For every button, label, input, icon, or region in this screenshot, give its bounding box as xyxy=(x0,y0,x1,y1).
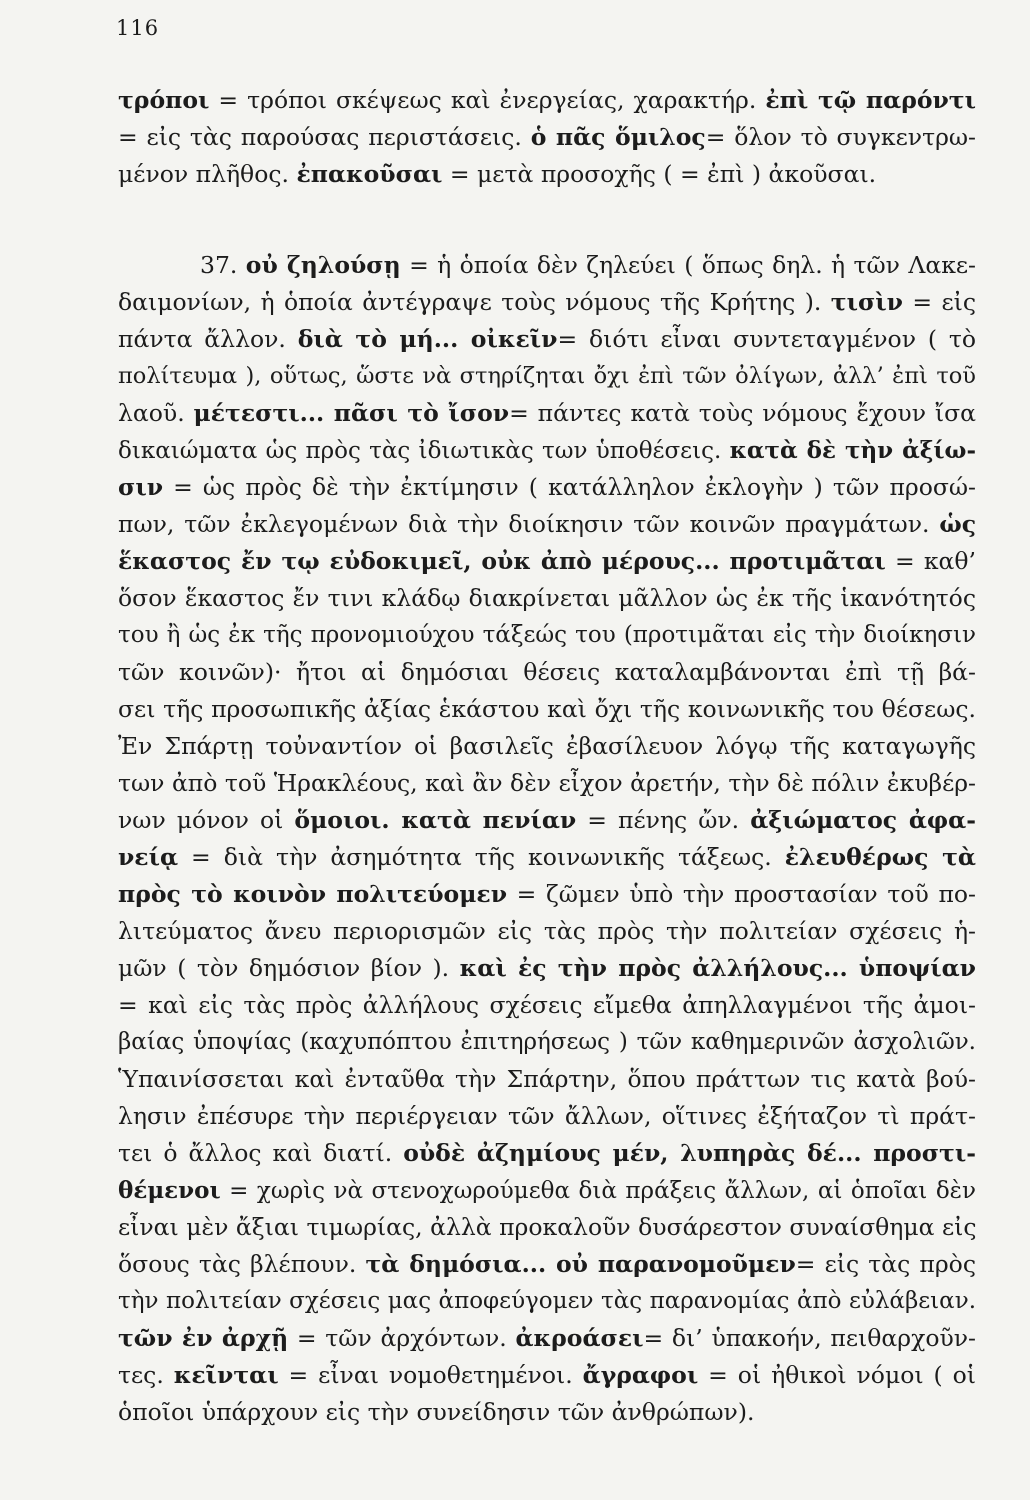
gloss-text: = εἰς τὰς παρούσας περιστάσεις. xyxy=(118,123,531,151)
text-line xyxy=(118,82,976,119)
text-line xyxy=(118,395,976,432)
gloss-text: ὅσον ἕκαστος ἔν τινι κλάδῳ διακρίνεται μᾶλλον ὡς ἐκ τῆς ἱκανότητός xyxy=(118,584,976,612)
gloss-text: = τρόποι σκέψεως καὶ ἐνεργείας, χαρακτήρ. xyxy=(209,86,766,114)
gloss-text: βαίας ὑποψίας (καχυπόπτου ἐπιτηρήσεως ) τῶν καθημερινῶν ἀσχολιῶν. xyxy=(118,1029,976,1055)
page-number: 116 xyxy=(116,16,160,40)
text-line xyxy=(118,321,976,358)
lemma-bold: ἐλευθέρως τὰ xyxy=(784,843,976,871)
lemma-bold: κεῖνται xyxy=(173,1361,279,1389)
text-line xyxy=(118,691,976,728)
text-line xyxy=(118,1246,976,1283)
text-line xyxy=(118,839,976,876)
text-line xyxy=(118,1061,976,1098)
text-line xyxy=(118,469,976,506)
text-line xyxy=(118,1357,976,1394)
text-line xyxy=(118,765,976,802)
text-line xyxy=(118,506,976,543)
gloss-text: τῶν κοινῶν)· ἤτοι αἱ δημόσιαι θέσεις καταλαμβάνονται ἐπὶ τῇ βά- xyxy=(118,658,976,686)
lemma-bold: οὐδὲ ἀζημίους μέν, λυπηρὰς δέ... προστι- xyxy=(403,1139,976,1167)
text-line xyxy=(118,987,976,1024)
gloss-text: = οἱ ἠθικοὶ νόμοι ( οἱ xyxy=(698,1361,976,1389)
lemma-bold: τισὶν xyxy=(830,288,903,316)
gloss-text: λιτεύματος ἄνευ περιορισμῶν εἰς τὰς πρὸς τὴν πολιτείαν σχέσεις ἡ- xyxy=(118,917,976,945)
text-line xyxy=(118,728,976,765)
text-line xyxy=(118,247,976,284)
lemma-bold: ἀξιώματος ἀφα- xyxy=(750,806,976,834)
gloss-text: Ἐν Σπάρτῃ τοὐναντίον οἱ βασιλεῖς ἐβασίλευον λόγῳ τῆς καταγωγῆς xyxy=(118,732,976,760)
text-line xyxy=(118,802,976,839)
text-line xyxy=(118,950,976,987)
text-line xyxy=(118,1283,976,1320)
text-line xyxy=(118,654,976,691)
text-line xyxy=(118,1135,976,1172)
lemma-bold: ἄγραφοι xyxy=(582,1361,699,1389)
text-line xyxy=(118,1209,976,1246)
gloss-text: = καθ’ xyxy=(885,547,976,575)
gloss-text: λησιν ἐπέσυρε τὴν περιέργειαν τῶν ἄλλων, οἵτινες ἐξήταζον τὶ πράτ- xyxy=(118,1102,976,1130)
text-line xyxy=(118,543,976,580)
lemma-bold: οὐ ζηλούσῃ xyxy=(245,251,401,279)
lemma-bold: ὅμοιοι. κατὰ πενίαν xyxy=(294,806,577,834)
gloss-text: = ὡς πρὸς δὲ τὴν ἐκτίμησιν ( κατάλληλον ἐκλογὴν ) τῶν προσώ- xyxy=(163,473,976,501)
gloss-text: πάντα ἄλλον. xyxy=(118,325,298,353)
lemma-bold: ἀκροάσει xyxy=(515,1324,644,1352)
lemma-bold: τρόποι xyxy=(118,86,210,114)
gloss-text: 37. xyxy=(200,251,246,279)
gloss-text: νων μόνον οἱ xyxy=(118,806,295,834)
text-line xyxy=(118,1024,976,1061)
gloss-text: = πάντες κατὰ τοὺς νόμους ἔχουν ἴσα xyxy=(509,399,976,427)
gloss-text: πων, τῶν ἐκλεγομένων διὰ τὴν διοίκησιν τῶν κοινῶν πραγμάτων. xyxy=(118,510,940,538)
lemma-bold: τῶν ἐν ἀρχῇ xyxy=(118,1324,289,1352)
gloss-text: λαοῦ. xyxy=(118,399,194,427)
text-line xyxy=(118,1172,976,1209)
text-line xyxy=(118,876,976,913)
gloss-text: = ἡ ὁποία δὲν ζηλεύει ( ὅπως δηλ. ἡ τῶν Λακε- xyxy=(400,251,976,279)
gloss-text: Ὑπαινίσσεται καὶ ἐνταῦθα τὴν Σπάρτην, ὅπου πράττων τις κατὰ βού- xyxy=(118,1065,976,1093)
text-line xyxy=(118,1394,976,1431)
lemma-bold: ἐπὶ τῷ παρόντι xyxy=(765,86,976,114)
gloss-text: = εἰς τὰς πρὸς xyxy=(795,1250,976,1278)
gloss-text: τὴν πολιτείαν σχέσεις μας ἀποφεύγομεν τὰς παρανομίας ἀπὸ εὐλάβειαν. xyxy=(118,1288,976,1314)
gloss-text: = εἶναι νομοθετημένοι. xyxy=(278,1361,583,1389)
lemma-bold: πρὸς τὸ κοινὸν πολιτεύομεν xyxy=(118,880,507,908)
text-line xyxy=(118,1320,976,1357)
gloss-text: = εἰς xyxy=(902,288,977,316)
gloss-text: = διὰ τὴν ἀσημότητα τῆς κοινωνικῆς τάξεως. xyxy=(178,843,785,871)
gloss-text: = διότι εἶναι συντεταγμένον ( τὸ xyxy=(557,325,976,353)
gloss-text: = πένης ὤν. xyxy=(576,806,751,834)
lemma-bold: ἕκαστος ἔν τῳ εὐδοκιμεῖ, οὐκ ἀπὸ μέρους... προτιμᾶται xyxy=(118,547,886,575)
text-line xyxy=(118,156,976,193)
gloss-text: = ζῶμεν ὑπὸ τὴν προστασίαν τοῦ πο- xyxy=(507,880,976,908)
commentary-text xyxy=(118,82,976,1431)
gloss-text: = χωρὶς νὰ στενοχωρούμεθα διὰ πράξεις ἄλλων, αἱ ὁποῖαι δὲν xyxy=(220,1178,976,1204)
gloss-text: = ὅλον τὸ συγκεντρω- xyxy=(705,123,976,151)
text-line xyxy=(118,913,976,950)
lemma-bold: κατὰ δὲ τὴν ἀξίω- xyxy=(729,437,977,464)
gloss-text: τες. xyxy=(118,1361,174,1389)
text-line xyxy=(118,432,976,469)
gloss-text: = μετὰ προσοχῆς ( = ἐπὶ ) ἀκοῦσαι. xyxy=(442,160,877,188)
gloss-text: πολίτευμα ), οὕτως, ὥστε νὰ στηρίζηται ὄχι ἐπὶ τῶν ὀλίγων, ἀλλ’ ἐπὶ τοῦ xyxy=(118,363,976,389)
lemma-bold: μέτεστι... πᾶσι τὸ ἴσον xyxy=(193,399,510,427)
lemma-bold: καὶ ἐς τὴν πρὸς ἀλλήλους... ὑποψίαν xyxy=(459,954,976,982)
gloss-text: σει τῆς προσωπικῆς ἀξίας ἑκάστου καὶ ὄχι τῆς κοινωνικῆς του θέσεως. xyxy=(118,695,976,723)
text-line xyxy=(118,284,976,321)
text-line xyxy=(118,358,976,395)
gloss-text: του ἢ ὡς ἐκ τῆς προνομιούχου τάξεώς του (προτιμᾶται εἰς τὴν διοίκησιν xyxy=(118,622,976,648)
lemma-bold: νείᾳ xyxy=(118,843,179,871)
lemma-bold: σιν xyxy=(118,473,164,501)
text-line xyxy=(118,617,976,654)
lemma-bold: διὰ τὸ μή... οἰκεῖν xyxy=(297,325,558,353)
gloss-text: = τῶν ἀρχόντων. xyxy=(288,1324,516,1352)
gloss-text: = καὶ εἰς τὰς πρὸς ἀλλήλους σχέσεις εἴμεθα ἀπηλλαγμένοι τῆς ἀμοι- xyxy=(118,991,976,1019)
gloss-text: δικαιώματα ὡς πρὸς τὰς ἰδιωτικὰς των ὑποθέσεις. xyxy=(118,438,730,464)
lemma-bold: ὡς xyxy=(939,510,976,538)
text-line xyxy=(118,1098,976,1135)
gloss-text: των ἀπὸ τοῦ Ἡρακλέους, καὶ ἂν δὲν εἶχον ἀρετήν, τὴν δὲ πόλιν ἐκυβέρ- xyxy=(118,769,976,797)
lemma-bold: ἐπακοῦσαι xyxy=(296,160,443,188)
text-line xyxy=(118,580,976,617)
gloss-text: εἶναι μὲν ἄξιαι τιμωρίας, ἀλλὰ προκαλοῦν δυσάρεστον συναίσθημα εἰς xyxy=(118,1213,977,1241)
gloss-text: ὁποῖοι ὑπάρχουν εἰς τὴν συνείδησιν τῶν ἀνθρώπων). xyxy=(118,1398,755,1426)
gloss-text: δαιμονίων, ἡ ὁποία ἀντέγραψε τοὺς νόμους τῆς Κρήτης ). xyxy=(118,288,831,316)
gloss-text: ὅσους τὰς βλέπουν. xyxy=(118,1250,366,1278)
text-line xyxy=(118,119,976,156)
lemma-bold: ὁ πᾶς ὅμιλος xyxy=(530,123,706,151)
gloss-text: τει ὁ ἄλλος καὶ διατί. xyxy=(118,1139,404,1167)
gloss-text: μῶν ( τὸν δημόσιον βίον ). xyxy=(118,954,460,982)
lemma-bold: τὰ δημόσια... οὐ παρανομοῦμεν xyxy=(365,1250,796,1278)
gloss-text: μένον πλῆθος. xyxy=(118,160,297,188)
gloss-text: = δι’ ὑπακοήν, πειθαρχοῦν- xyxy=(643,1324,976,1352)
lemma-bold: θέμενοι xyxy=(118,1177,221,1204)
